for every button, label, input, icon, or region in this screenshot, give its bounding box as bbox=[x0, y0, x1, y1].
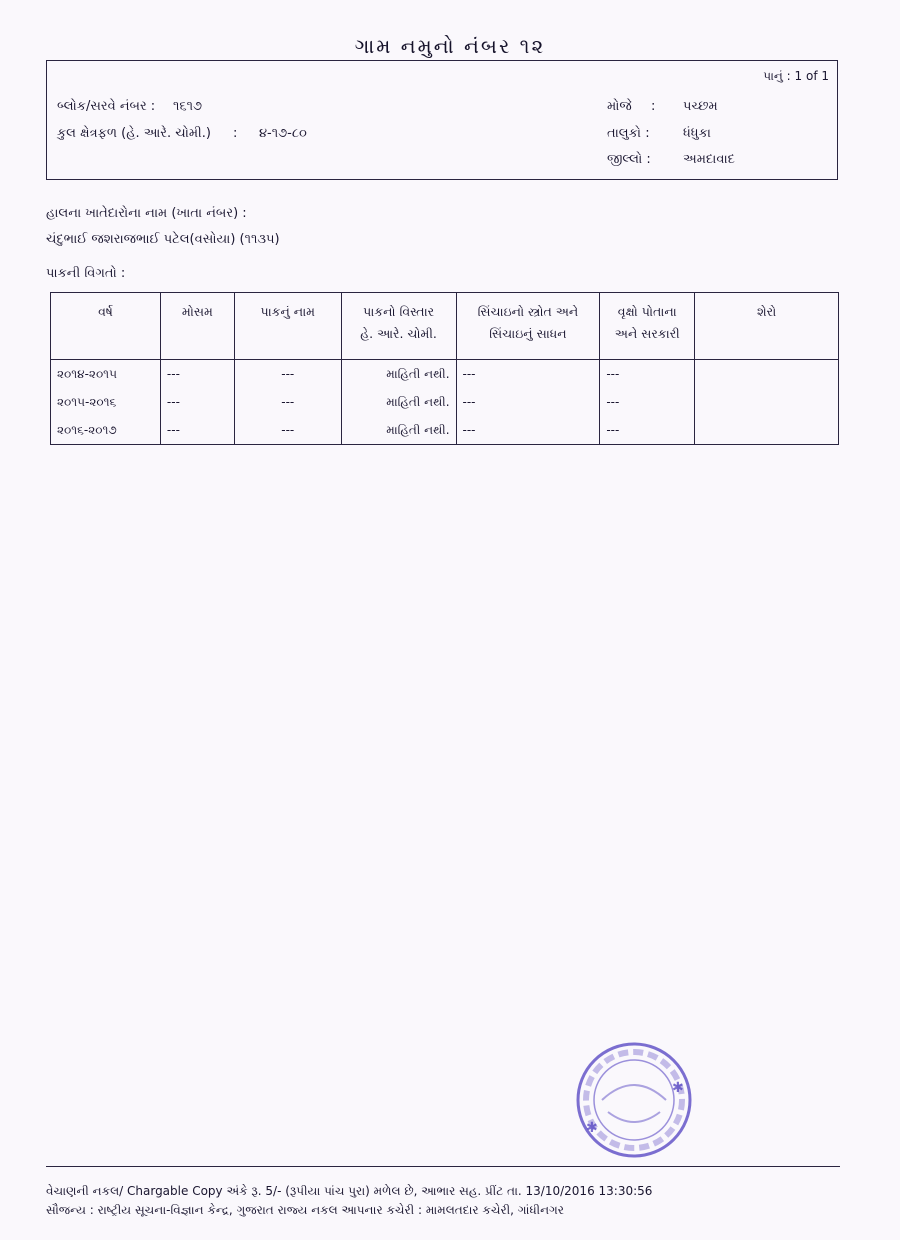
cell-irrigation: --- bbox=[456, 416, 600, 445]
cell-season: --- bbox=[160, 416, 234, 445]
col-header-year: વર્ષ bbox=[51, 293, 161, 360]
crop-details-table bbox=[50, 292, 839, 445]
total-area-value: ૪-૧૭-૮૦ bbox=[259, 126, 307, 141]
cell-year: ૨૦૧૬-૨૦૧૭ bbox=[51, 416, 161, 445]
page-number: પાનું : 1 of 1 bbox=[763, 69, 829, 83]
district-label: જીલ્લો : bbox=[607, 152, 651, 167]
office-seal-stamp bbox=[574, 1040, 694, 1160]
cell-season: --- bbox=[160, 388, 234, 416]
footer-courtesy: સૌજન્ય : રાષ્ટ્રીય સૂચના-વિજ્ઞાન કેન્દ્ર, ગુજરાત રાજ્ય નકલ આપનાર કચેરી : મામલતદાર કચેરી, ગાંધીનગર bbox=[46, 1203, 564, 1217]
cell-trees: --- bbox=[600, 416, 695, 445]
total-area-colon: : bbox=[233, 126, 238, 141]
col-header-irrigation: સિંચાઇનો સ્ત્રોત અને સિંચાઇનું સાધન bbox=[456, 293, 600, 360]
village-label: મોજે bbox=[607, 99, 632, 114]
col-header-season: મોસમ bbox=[160, 293, 234, 360]
cell-remarks bbox=[695, 360, 839, 389]
col-header-remarks: શેરો bbox=[695, 293, 839, 360]
cell-irrigation: --- bbox=[456, 360, 600, 389]
taluka-value: ધંધુકા bbox=[683, 126, 711, 141]
col-header-trees: વૃક્ષો પોતાના અને સરકારી bbox=[600, 293, 695, 360]
table-row bbox=[51, 416, 839, 445]
crop-details-label: પાકની વિગતો : bbox=[46, 266, 126, 281]
holders-label: હાલના ખાતેદારોના નામ (ખાતા નંબર) : bbox=[46, 206, 247, 221]
cell-crop-area: માહિતી નથી. bbox=[341, 388, 456, 416]
footer-copy-note: વેચાણની નકલ/ Chargable Copy અંકે રૂ. 5/- (રૂપીયા પાંચ પુરા) મળેલ છે, આભાર સહ. પ્રીંટ તા. 13/10/2016 13:30:56 bbox=[46, 1184, 653, 1198]
table-row bbox=[51, 388, 839, 416]
cell-crop-name: --- bbox=[234, 416, 341, 445]
cell-season: --- bbox=[160, 360, 234, 389]
holder-name: ચંદુભાઈ જશરાજભાઈ પટેલ(વસોયા) (૧૧૩૫) bbox=[46, 232, 280, 247]
cell-trees: --- bbox=[600, 360, 695, 389]
cell-crop-area: માહિતી નથી. bbox=[341, 416, 456, 445]
cell-irrigation: --- bbox=[456, 388, 600, 416]
col-header-crop-area: પાકનો વિસ્તાર હે. આરે. ચોમી. bbox=[341, 293, 456, 360]
block-survey-label: બ્લોક/સરવે નંબર : bbox=[57, 99, 156, 114]
table-header-row bbox=[51, 293, 839, 360]
district-value: અમદાવાદ bbox=[683, 152, 735, 167]
cell-trees: --- bbox=[600, 388, 695, 416]
taluka-label: તાલુકો : bbox=[607, 126, 650, 141]
page-title: ગામ નમુનો નંબર ૧૨ bbox=[354, 34, 546, 58]
svg-text:✱: ✱ bbox=[672, 1080, 684, 1096]
cell-crop-name: --- bbox=[234, 360, 341, 389]
cell-remarks bbox=[695, 416, 839, 445]
block-survey-value: ૧૬૧૭ bbox=[173, 99, 203, 114]
col-header-crop-name: પાકનું નામ bbox=[234, 293, 341, 360]
cell-year: ૨૦૧૫-૨૦૧૬ bbox=[51, 388, 161, 416]
survey-info-box bbox=[46, 60, 838, 180]
cell-year: ૨૦૧૪-૨૦૧૫ bbox=[51, 360, 161, 389]
table-row bbox=[51, 360, 839, 389]
total-area-label: કુલ ક્ષેત્રફળ (હે. આરે. ચોમી.) bbox=[57, 126, 211, 141]
village-colon: : bbox=[651, 99, 656, 114]
footer-divider bbox=[46, 1166, 840, 1167]
cell-crop-name: --- bbox=[234, 388, 341, 416]
svg-text:✱: ✱ bbox=[586, 1120, 598, 1136]
cell-crop-area: માહિતી નથી. bbox=[341, 360, 456, 389]
cell-remarks bbox=[695, 388, 839, 416]
village-value: પચ્છમ bbox=[683, 99, 718, 114]
